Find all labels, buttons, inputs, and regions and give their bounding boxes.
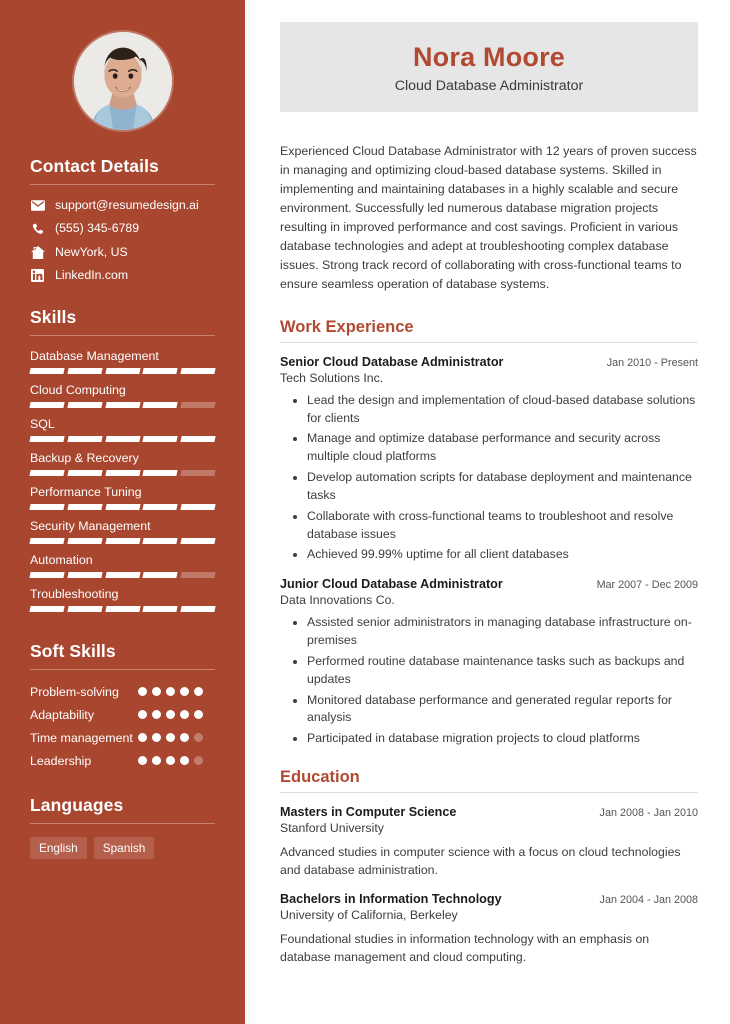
soft-skill-rating bbox=[138, 683, 214, 696]
rating-dot bbox=[138, 733, 147, 742]
skill-segment bbox=[181, 402, 216, 408]
phone-icon bbox=[30, 222, 45, 237]
rating-dot bbox=[166, 756, 175, 765]
skill-segment bbox=[105, 606, 140, 612]
skill-level-bar bbox=[30, 504, 215, 510]
rating-dot bbox=[180, 710, 189, 719]
skill-segment bbox=[105, 504, 140, 510]
soft-skill-label: Time management bbox=[30, 731, 133, 746]
company-name: Tech Solutions Inc. bbox=[280, 370, 384, 385]
contact-list bbox=[30, 198, 215, 283]
contact-value: LinkedIn.com bbox=[55, 268, 129, 283]
rating-dot bbox=[194, 687, 203, 696]
skill-level-bar bbox=[30, 368, 215, 374]
home-icon bbox=[30, 245, 45, 260]
entry-header bbox=[280, 805, 698, 819]
soft-skill-label: Leadership bbox=[30, 754, 92, 769]
skill-segment bbox=[105, 368, 140, 374]
list-item: • Performed routine database maintenance tasks such as backups and updates bbox=[307, 653, 698, 689]
list-item: • Assisted senior administrators in managing database infrastructure on-premises bbox=[307, 614, 698, 650]
skill-item bbox=[30, 417, 215, 442]
profile-photo-illustration bbox=[74, 32, 172, 130]
job-date-range: Mar 2007 - Dec 2009 bbox=[596, 579, 698, 592]
divider bbox=[280, 342, 698, 343]
rating-dot bbox=[138, 687, 147, 696]
rating-dot bbox=[152, 756, 161, 765]
page-title: Nora Moore bbox=[412, 42, 566, 72]
skill-segment bbox=[181, 606, 216, 612]
skill-item bbox=[30, 349, 215, 374]
entry-header bbox=[280, 577, 698, 591]
rating-dot bbox=[180, 733, 189, 742]
skill-segment bbox=[181, 572, 216, 578]
company-name: Data Innovations Co. bbox=[280, 593, 395, 608]
divider bbox=[30, 669, 215, 670]
responsibility-list bbox=[280, 392, 698, 564]
rating-dot bbox=[152, 710, 161, 719]
rating-dot bbox=[138, 710, 147, 719]
skill-segment bbox=[67, 402, 102, 408]
skill-segment bbox=[29, 572, 64, 578]
skill-label: Automation bbox=[30, 553, 93, 568]
skill-segment bbox=[29, 436, 64, 442]
soft-skill-rating bbox=[138, 729, 214, 742]
work-entry bbox=[280, 355, 698, 564]
avatar-container bbox=[0, 0, 245, 156]
skill-segment bbox=[143, 402, 178, 408]
skill-level-bar bbox=[30, 606, 215, 612]
divider bbox=[30, 335, 215, 336]
skill-segment bbox=[181, 436, 216, 442]
rating-dot bbox=[180, 756, 189, 765]
skill-segment bbox=[143, 538, 178, 544]
skill-segment bbox=[67, 368, 102, 374]
work-experience-section bbox=[280, 318, 698, 748]
rating-dot bbox=[166, 687, 175, 696]
rating-dot bbox=[194, 710, 203, 719]
rating-dot bbox=[194, 756, 203, 765]
skill-label: SQL bbox=[30, 417, 55, 432]
list-item: • Participated in database migration projects to cloud platforms bbox=[307, 730, 698, 748]
education-entry bbox=[280, 805, 698, 879]
skill-segment bbox=[143, 572, 178, 578]
spacer bbox=[0, 775, 245, 795]
entry-header bbox=[280, 355, 698, 369]
contact-item-location[interactable] bbox=[30, 245, 215, 260]
soft-skill-item bbox=[30, 729, 215, 748]
rating-dot bbox=[166, 733, 175, 742]
divider bbox=[30, 823, 215, 824]
sidebar-edge-strip bbox=[245, 0, 255, 1024]
linkedin-icon bbox=[30, 268, 45, 283]
job-date-range: Jan 2010 - Present bbox=[606, 356, 698, 369]
contact-value: NewYork, US bbox=[55, 244, 128, 259]
professional-summary: Experienced Cloud Database Administrator with 12 years of proven success in managing and optimizing cloud-based database systems. Skilled in implementing and maintaining databases in a highly scalable and secure environment. Successfully led numerous database migration projects resulting in improved performance and cost savings. Proficient in various database technologies and adept at troubleshooting complex database issues. Strong track record of collaborating with cross-functional teams to ensure seamless operation of database systems. bbox=[280, 144, 697, 291]
skill-label: Database Management bbox=[30, 349, 159, 364]
skill-segment bbox=[29, 606, 64, 612]
language-tag: English bbox=[30, 837, 87, 859]
skill-level-bar bbox=[30, 436, 215, 442]
skill-item bbox=[30, 485, 215, 510]
skill-segment bbox=[143, 436, 178, 442]
skill-label: Backup & Recovery bbox=[30, 451, 139, 466]
sidebar bbox=[0, 0, 245, 1024]
skill-level-bar bbox=[30, 572, 215, 578]
languages-list bbox=[30, 837, 215, 859]
skill-segment bbox=[105, 538, 140, 544]
education-entries bbox=[280, 805, 698, 966]
divider bbox=[30, 184, 215, 185]
soft-skills-list bbox=[30, 683, 215, 771]
languages-section bbox=[0, 795, 245, 859]
work-experience-heading: Work Experience bbox=[280, 317, 414, 336]
skill-segment bbox=[143, 606, 178, 612]
job-role: Cloud Database Administrator bbox=[394, 78, 584, 94]
envelope-icon bbox=[30, 198, 45, 213]
rating-dot bbox=[152, 733, 161, 742]
spacer bbox=[0, 621, 245, 641]
skill-segment bbox=[67, 436, 102, 442]
skill-item bbox=[30, 519, 215, 544]
skill-level-bar bbox=[30, 538, 215, 544]
list-item: • Manage and optimize database performance and security across multiple cloud platforms bbox=[307, 430, 698, 466]
skill-label: Troubleshooting bbox=[30, 587, 119, 602]
skill-segment bbox=[67, 606, 102, 612]
contact-value: support@resumedesign.ai bbox=[55, 198, 199, 212]
soft-skill-item bbox=[30, 752, 215, 771]
soft-skill-rating bbox=[138, 752, 214, 765]
skills-heading: Skills bbox=[30, 307, 77, 328]
rating-dot bbox=[194, 733, 203, 742]
skill-segment bbox=[105, 572, 140, 578]
skill-segment bbox=[143, 470, 178, 476]
rating-dot bbox=[166, 710, 175, 719]
languages-heading: Languages bbox=[30, 795, 124, 816]
education-section bbox=[280, 768, 698, 966]
list-item: • Develop automation scripts for database deployment and maintenance tasks bbox=[307, 469, 698, 505]
skill-segment bbox=[181, 504, 216, 510]
skill-item bbox=[30, 383, 215, 408]
responsibility-list bbox=[280, 614, 698, 748]
skill-segment bbox=[143, 504, 178, 510]
skill-segment bbox=[105, 436, 140, 442]
education-entry bbox=[280, 892, 698, 966]
work-entry bbox=[280, 577, 698, 748]
skills-list bbox=[30, 349, 215, 612]
soft-skill-rating bbox=[138, 706, 214, 719]
contact-heading: Contact Details bbox=[30, 156, 159, 176]
education-heading: Education bbox=[280, 768, 360, 786]
education-description: Foundational studies in information technology with an emphasis on database management and cloud computing. bbox=[280, 932, 650, 965]
skills-section bbox=[0, 307, 245, 612]
soft-skill-label: Problem-solving bbox=[30, 685, 119, 700]
list-item: • Lead the design and implementation of cloud-based database solutions for clients bbox=[307, 392, 698, 428]
skill-segment bbox=[29, 368, 64, 374]
skill-label: Performance Tuning bbox=[30, 485, 142, 500]
skill-item bbox=[30, 587, 215, 612]
soft-skills-section bbox=[0, 641, 245, 771]
contact-value: (555) 345-6789 bbox=[55, 221, 140, 236]
language-tag: Spanish bbox=[94, 837, 155, 859]
soft-skills-heading: Soft Skills bbox=[30, 641, 116, 662]
spacer bbox=[0, 283, 245, 307]
skill-segment bbox=[67, 572, 102, 578]
divider bbox=[280, 792, 698, 793]
list-item: • Achieved 99.99% uptime for all client databases bbox=[307, 546, 698, 564]
skill-segment bbox=[67, 538, 102, 544]
skill-label: Security Management bbox=[30, 519, 151, 534]
skill-segment bbox=[143, 368, 178, 374]
skill-segment bbox=[29, 470, 64, 476]
list-item: • Collaborate with cross-functional teams to troubleshoot and resolve database issues bbox=[307, 508, 698, 544]
skill-segment bbox=[67, 470, 102, 476]
skill-level-bar bbox=[30, 402, 215, 408]
degree-title: Masters in Computer Science bbox=[280, 805, 457, 819]
avatar bbox=[74, 32, 172, 130]
institution-name: University of California, Berkeley bbox=[280, 908, 458, 923]
skill-segment bbox=[181, 470, 216, 476]
skill-segment bbox=[29, 504, 64, 510]
contact-item-phone[interactable] bbox=[30, 221, 215, 236]
skill-item bbox=[30, 553, 215, 578]
skill-segment bbox=[105, 470, 140, 476]
skill-segment bbox=[67, 504, 102, 510]
entry-header bbox=[280, 892, 698, 906]
skill-level-bar bbox=[30, 470, 215, 476]
degree-title: Bachelors in Information Technology bbox=[280, 892, 502, 907]
skill-segment bbox=[29, 538, 64, 544]
skill-segment bbox=[29, 402, 64, 408]
skill-segment bbox=[105, 402, 140, 408]
institution-name: Stanford University bbox=[280, 821, 384, 835]
education-date-range: Jan 2008 - Jan 2010 bbox=[599, 807, 698, 819]
contact-item-linkedin[interactable] bbox=[30, 268, 215, 283]
job-title: Senior Cloud Database Administrator bbox=[280, 354, 504, 369]
list-item: • Monitored database performance and generated regular reports for analysis bbox=[307, 692, 698, 728]
skill-segment bbox=[181, 538, 216, 544]
education-description: Advanced studies in computer science with a focus on cloud technologies and database administration. bbox=[280, 845, 681, 878]
soft-skill-label: Adaptability bbox=[30, 708, 95, 723]
contact-section bbox=[0, 156, 245, 283]
rating-dot bbox=[152, 687, 161, 696]
soft-skill-item bbox=[30, 706, 215, 725]
main-content bbox=[255, 0, 730, 1024]
skill-item bbox=[30, 451, 215, 476]
skill-segment bbox=[181, 368, 216, 374]
soft-skill-item bbox=[30, 683, 215, 702]
work-entries bbox=[280, 355, 698, 748]
header-banner bbox=[280, 22, 698, 112]
job-title: Junior Cloud Database Administrator bbox=[280, 577, 503, 592]
skill-label: Cloud Computing bbox=[30, 383, 126, 398]
contact-item-email[interactable] bbox=[30, 198, 215, 213]
education-date-range: Jan 2004 - Jan 2008 bbox=[599, 894, 698, 907]
rating-dot bbox=[180, 687, 189, 696]
rating-dot bbox=[138, 756, 147, 765]
